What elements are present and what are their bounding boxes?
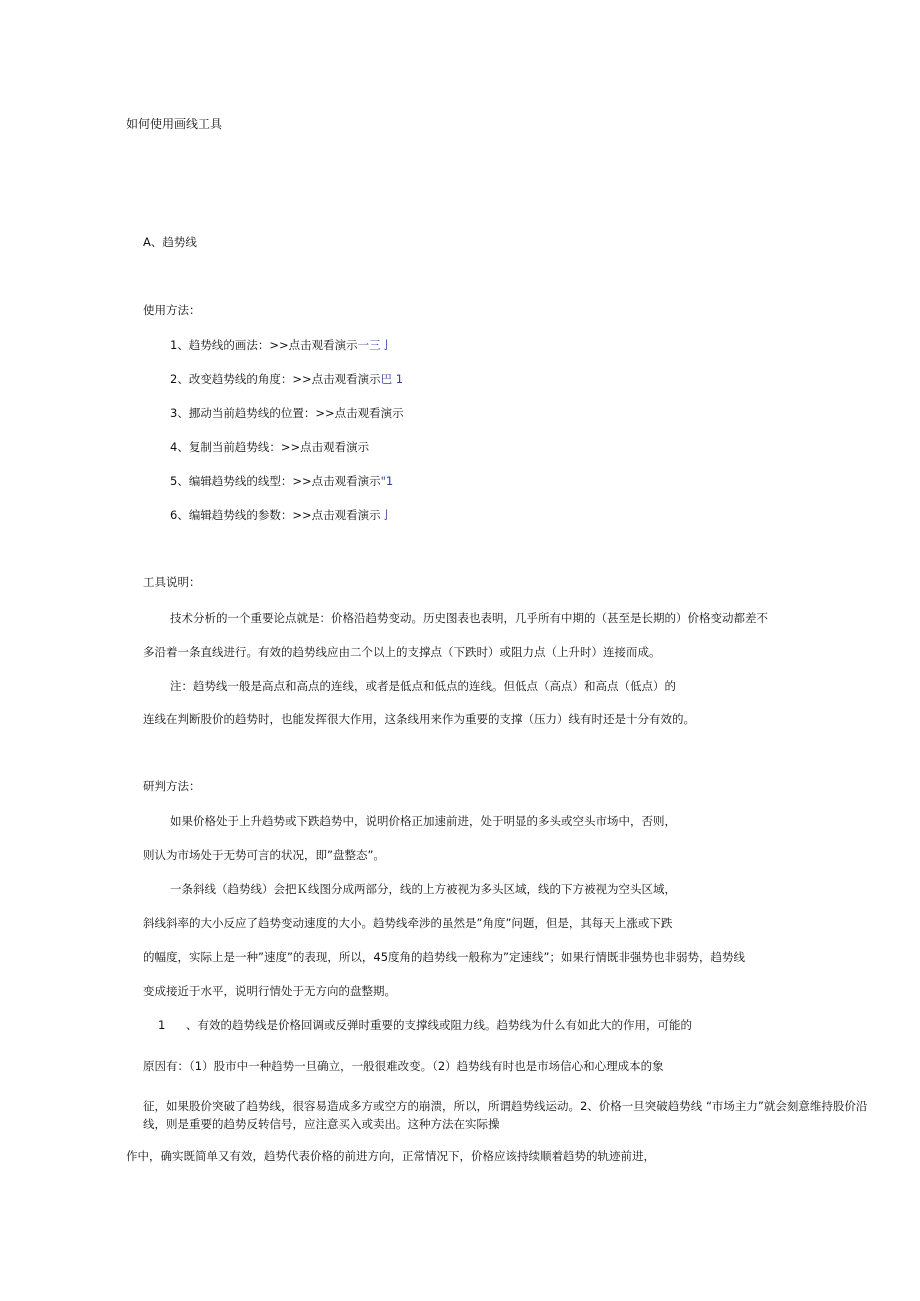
step-demo-mark: 亅	[380, 508, 393, 522]
step-demo-mark: 一三亅	[357, 338, 393, 352]
paragraph-line: 注：趋势线一般是高点和高点的连线，或者是低点和低点的连线。但低点（高点）和高点（低点）的	[170, 679, 676, 693]
paragraph-line: 则认为市场处于无势可言的状况，即”盘整态”。	[143, 848, 385, 862]
step-text: 3、挪动当前趋势线的位置：>>点击观看演示	[170, 406, 404, 420]
analysis-method-heading: 研判方法：	[143, 779, 201, 793]
paragraph-line: 变成接近于水平，说明行情处于无方向的盘整期。	[143, 984, 396, 998]
section-heading-trendline: A、趋势线	[143, 235, 197, 249]
paragraph-line: 技术分析的一个重要论点就是：价格沿趋势变动。历史图表也表明，几乎所有中期的（甚至是长期的）价格变动都差不	[170, 611, 768, 625]
paragraph-block: 征，如果股价突破了趋势线，很容易造成多方或空方的崩溃，所以，所谓趋势线运动。2、价格一旦突破趋势线 “市场主力”就会刻意维持股价沿线，则是重要的趋势反转信号，应注意买入或卖出。这种方法在实际操	[143, 1099, 868, 1131]
step-text: 2、改变趋势线的角度：>>点击观看演示	[170, 372, 381, 386]
step-text: 5、编辑趋势线的线型：>>点击观看演示	[170, 474, 381, 488]
step-text: 1、趋势线的画法：>>点击观看演示	[170, 338, 358, 352]
step-item[interactable]	[170, 507, 392, 523]
step-text: 4、复制当前趋势线：>>点击观看演示	[170, 440, 370, 454]
paragraph-line: 的幅度，实际上是一种”速度”的表现，所以，45度角的趋势线一般称为”定速线”；如果行情既非强势也非弱势，趋势线	[143, 950, 745, 964]
paragraph-line: 多沿着一条直线进行。有效的趋势线应由二个以上的支撑点（下跌时）或阻力点（上升时）连接而成。	[143, 645, 661, 659]
tool-description-heading: 工具说明：	[143, 575, 201, 589]
paragraph-line: 斜线斜率的大小反应了趋势变动速度的大小。趋势线牵涉的虽然是”角度”问题，但是，其每天上涨或下跌	[143, 916, 673, 930]
step-item[interactable]	[170, 371, 403, 387]
step-demo-mark: 巴 1	[380, 372, 404, 386]
paragraph-line: 一条斜线（趋势线）会把Ｋ线图分成两部分，线的上方被视为多头区域，线的下方被视为空头区域，	[170, 882, 676, 896]
paragraph-line: 作中，确实既简单又有效，趋势代表价格的前进方向，正常情况下，价格应该持续顺着趋势的轨迹前进，	[126, 1149, 655, 1163]
paragraph-line: 如果价格处于上升趋势或下跌趋势中，说明价格正加速前进，处于明显的多头或空头市场中，否则，	[170, 814, 676, 828]
point-number: 1	[158, 1018, 166, 1032]
paragraph-line: 原因有：（1）股市中一种趋势一旦确立，一般很难改变。（2）趋势线有时也是市场信心和心理成本的象	[143, 1059, 664, 1073]
step-demo-mark: "1	[380, 474, 394, 488]
step-item[interactable]	[170, 337, 392, 353]
paragraph-line: 连线在判断股价的趋势时，也能发挥很大作用，这条线用来作为重要的支撑（压力）线有时还是十分有效的。	[143, 712, 695, 726]
usage-heading: 使用方法：	[143, 303, 201, 317]
paragraph-line	[158, 1017, 692, 1033]
document-title: 如何使用画线工具	[126, 117, 223, 131]
step-item[interactable]	[170, 473, 393, 489]
step-item[interactable]	[170, 405, 404, 421]
step-text: 6、编辑趋势线的参数：>>点击观看演示	[170, 508, 381, 522]
step-item[interactable]	[170, 439, 369, 455]
point-text: 、有效的趋势线是价格回调或反弹时重要的支撑线或阻力线。趋势线为什么有如此大的作用，可能的	[186, 1018, 692, 1032]
